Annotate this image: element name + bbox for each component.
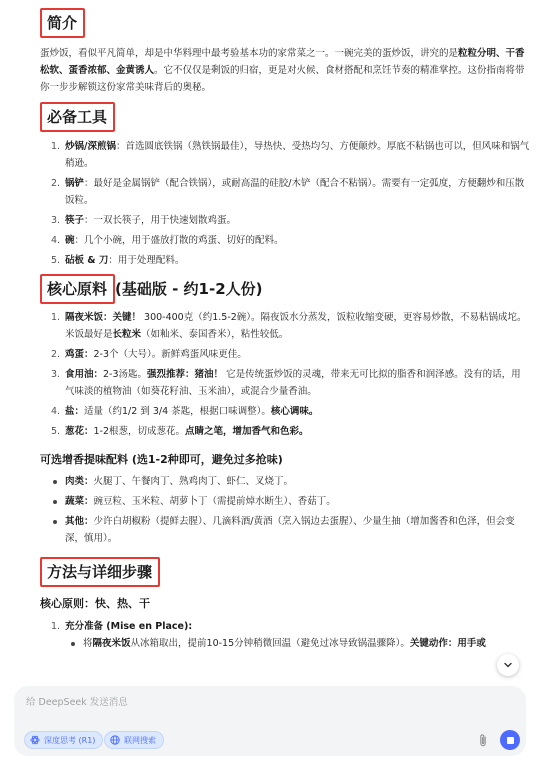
ingredient-item bbox=[40, 366, 530, 400]
item-number: 1. bbox=[51, 141, 61, 152]
tool-description: ：首选圆底铁锅（熟铁锅最佳），导热快、受热均匀、方便颠炒。厚底不粘锅也可以，但风味和锅气稍逊。 bbox=[65, 141, 530, 169]
tools-heading bbox=[40, 102, 530, 132]
method-heading bbox=[40, 557, 530, 587]
deep-think-icon bbox=[30, 735, 40, 745]
tool-name: 炒锅/深煎锅 bbox=[65, 141, 116, 152]
send-button[interactable] bbox=[500, 730, 520, 750]
tool-description: ：几个小碗，用于盛放打散的鸡蛋、切好的配料。 bbox=[74, 235, 284, 246]
step-number: 1. bbox=[51, 621, 61, 632]
ingredients-title: 核心原料 bbox=[40, 274, 115, 304]
category-items: 少许白胡椒粉（提鲜去腥）、几滴料酒/黄酒（烹入锅边去蛋腥）、少量生抽（增加酱香和色泽，但会变深，慎用）。 bbox=[65, 516, 515, 544]
intro-heading bbox=[40, 8, 530, 38]
tool-description: ：最好是金属锅铲（配合铁锅），或耐高温的硅胶/木铲（配合不粘锅）。需要有一定弧度，方便翻炒和压散饭粒。 bbox=[65, 178, 525, 206]
category-label: 其他： bbox=[65, 516, 94, 527]
tool-item bbox=[40, 232, 530, 249]
bold-text: 隔夜米饭 bbox=[92, 638, 131, 649]
text-run: 300-400克（约1.5-2碗）。隔夜饭水分蒸发，饭粒收缩变硬，更容易炒散，不易粘锅成坨。米饭最好是 bbox=[65, 312, 527, 340]
tool-name: 筷子 bbox=[65, 215, 85, 226]
bold-text: 葱花： bbox=[65, 426, 94, 437]
scroll-to-bottom-button[interactable] bbox=[497, 654, 519, 676]
category-label: 肉类： bbox=[65, 476, 94, 487]
ingredient-item bbox=[40, 309, 530, 343]
bold-text: 关键动作：用手或 bbox=[409, 638, 486, 649]
tool-description: ：用于处理配料。 bbox=[108, 255, 185, 266]
intro-paragraph bbox=[40, 45, 530, 96]
item-number: 2. bbox=[51, 178, 61, 189]
bold-text: 长粒米 bbox=[112, 329, 142, 340]
bold-text: 隔夜米饭：关键！ bbox=[65, 312, 142, 323]
ingredient-item bbox=[40, 403, 530, 420]
text-run: 1-2根葱，切成葱花。 bbox=[93, 426, 186, 437]
tool-item bbox=[40, 138, 530, 172]
tool-item bbox=[40, 252, 530, 269]
tool-item bbox=[40, 212, 530, 229]
text-run: （如籼米、泰国香米），粘性较低。 bbox=[141, 329, 289, 340]
bold-text: 鸡蛋： bbox=[65, 349, 94, 360]
item-number: 5. bbox=[51, 426, 61, 437]
text-run: 2-3汤匙。 bbox=[103, 369, 148, 380]
item-number: 2. bbox=[51, 349, 61, 360]
bold-text: 盐： bbox=[65, 406, 85, 417]
text-run: 将 bbox=[83, 638, 93, 649]
method-steps bbox=[40, 618, 530, 652]
tool-item bbox=[40, 175, 530, 209]
optional-ingredient-item bbox=[40, 473, 530, 490]
tools-list bbox=[40, 138, 530, 269]
ingredient-item bbox=[40, 346, 530, 363]
text-run: 从冰箱取出，提前10-15分钟稍微回温（避免过冰导致锅温骤降）。 bbox=[130, 638, 410, 649]
ingredients-heading bbox=[40, 274, 530, 304]
message-composer bbox=[14, 686, 526, 756]
intro-title: 简介 bbox=[40, 8, 85, 38]
category-label: 蔬菜： bbox=[65, 496, 94, 507]
ingredients-title-tail: (基础版 - 约1-2人份) bbox=[115, 280, 263, 298]
tools-title: 必备工具 bbox=[40, 102, 115, 132]
attach-button[interactable] bbox=[475, 731, 491, 749]
text-run: 它是传统蛋炒饭的灵魂，带来无可比拟的脂香和润泽感。没有的话，用气味淡的植物油（如葵花籽油、玉米油），或混合少量香油。 bbox=[65, 369, 521, 397]
item-number: 4. bbox=[51, 406, 61, 417]
text-run: 2-3个（大号）。新鲜鸡蛋风味更佳。 bbox=[93, 349, 247, 360]
chevron-down-icon bbox=[503, 660, 513, 670]
tool-description: ：一双长筷子，用于快速划散鸡蛋。 bbox=[84, 215, 237, 226]
optional-ingredients-list bbox=[40, 473, 530, 547]
method-step-1-substep bbox=[58, 635, 530, 652]
item-number: 1. bbox=[51, 312, 61, 323]
message-input[interactable]: 给 DeepSeek 发送消息 bbox=[26, 697, 128, 708]
core-principle: 核心原则：快、热、干 bbox=[40, 597, 150, 610]
globe-icon bbox=[110, 735, 120, 745]
bold-text: 点睛之笔，增加香气和色彩。 bbox=[185, 426, 309, 437]
ingredient-item bbox=[40, 423, 530, 440]
item-number: 3. bbox=[51, 369, 61, 380]
stop-square-icon bbox=[507, 737, 514, 744]
tool-name: 砧板 & 刀 bbox=[65, 255, 109, 266]
category-items: 豌豆粒、玉米粒、胡萝卜丁（需提前焯水断生）、香菇丁。 bbox=[93, 496, 336, 507]
category-items: 火腿丁、午餐肉丁、熟鸡肉丁、虾仁、叉烧丁。 bbox=[93, 476, 294, 487]
bold-text: 食用油： bbox=[65, 369, 104, 380]
optional-ingredient-item bbox=[40, 493, 530, 510]
paperclip-icon bbox=[478, 733, 488, 748]
optional-ingredients-heading: 可选增香提味配料 (选1-2种即可，避免过多抢味) bbox=[40, 453, 283, 466]
tool-name: 碗 bbox=[65, 235, 75, 246]
step-label: 充分准备 (Mise en Place): bbox=[65, 621, 193, 632]
ingredients-list bbox=[40, 309, 530, 440]
web-search-toggle[interactable] bbox=[104, 731, 164, 749]
method-title: 方法与详细步骤 bbox=[40, 557, 160, 587]
deep-think-toggle[interactable] bbox=[24, 731, 103, 749]
item-number: 5. bbox=[51, 255, 61, 266]
deep-think-label: 深度思考 (R1) bbox=[44, 735, 96, 745]
text-run: 适量（约1/2 到 3/4 茶匙，根据口味调整）。 bbox=[84, 406, 271, 417]
web-search-label: 联网搜索 bbox=[124, 735, 156, 745]
text-run: 。它不仅仅是剩饭的归宿，更是对火候、食材搭配和烹饪节奏的精准掌控。这份指南将带你一步步解锁这份家常美味背后的奥秘。 bbox=[40, 65, 525, 93]
bold-text: 粒粒分明、干香松软、蛋香浓郁、金黄诱人 bbox=[40, 48, 525, 76]
text-run: 蛋炒饭，看似平凡简单，却是中华料理中最考验基本功的家常菜之一。一碗完美的蛋炒饭，讲究的是 bbox=[40, 48, 459, 59]
optional-ingredient-item bbox=[40, 513, 530, 547]
method-step-1 bbox=[40, 618, 530, 635]
item-number: 4. bbox=[51, 235, 61, 246]
bold-text: 核心调味。 bbox=[270, 406, 319, 417]
bold-text: 强烈推荐：猪油！ bbox=[147, 369, 224, 380]
tool-name: 锅铲 bbox=[65, 178, 85, 189]
item-number: 3. bbox=[51, 215, 61, 226]
